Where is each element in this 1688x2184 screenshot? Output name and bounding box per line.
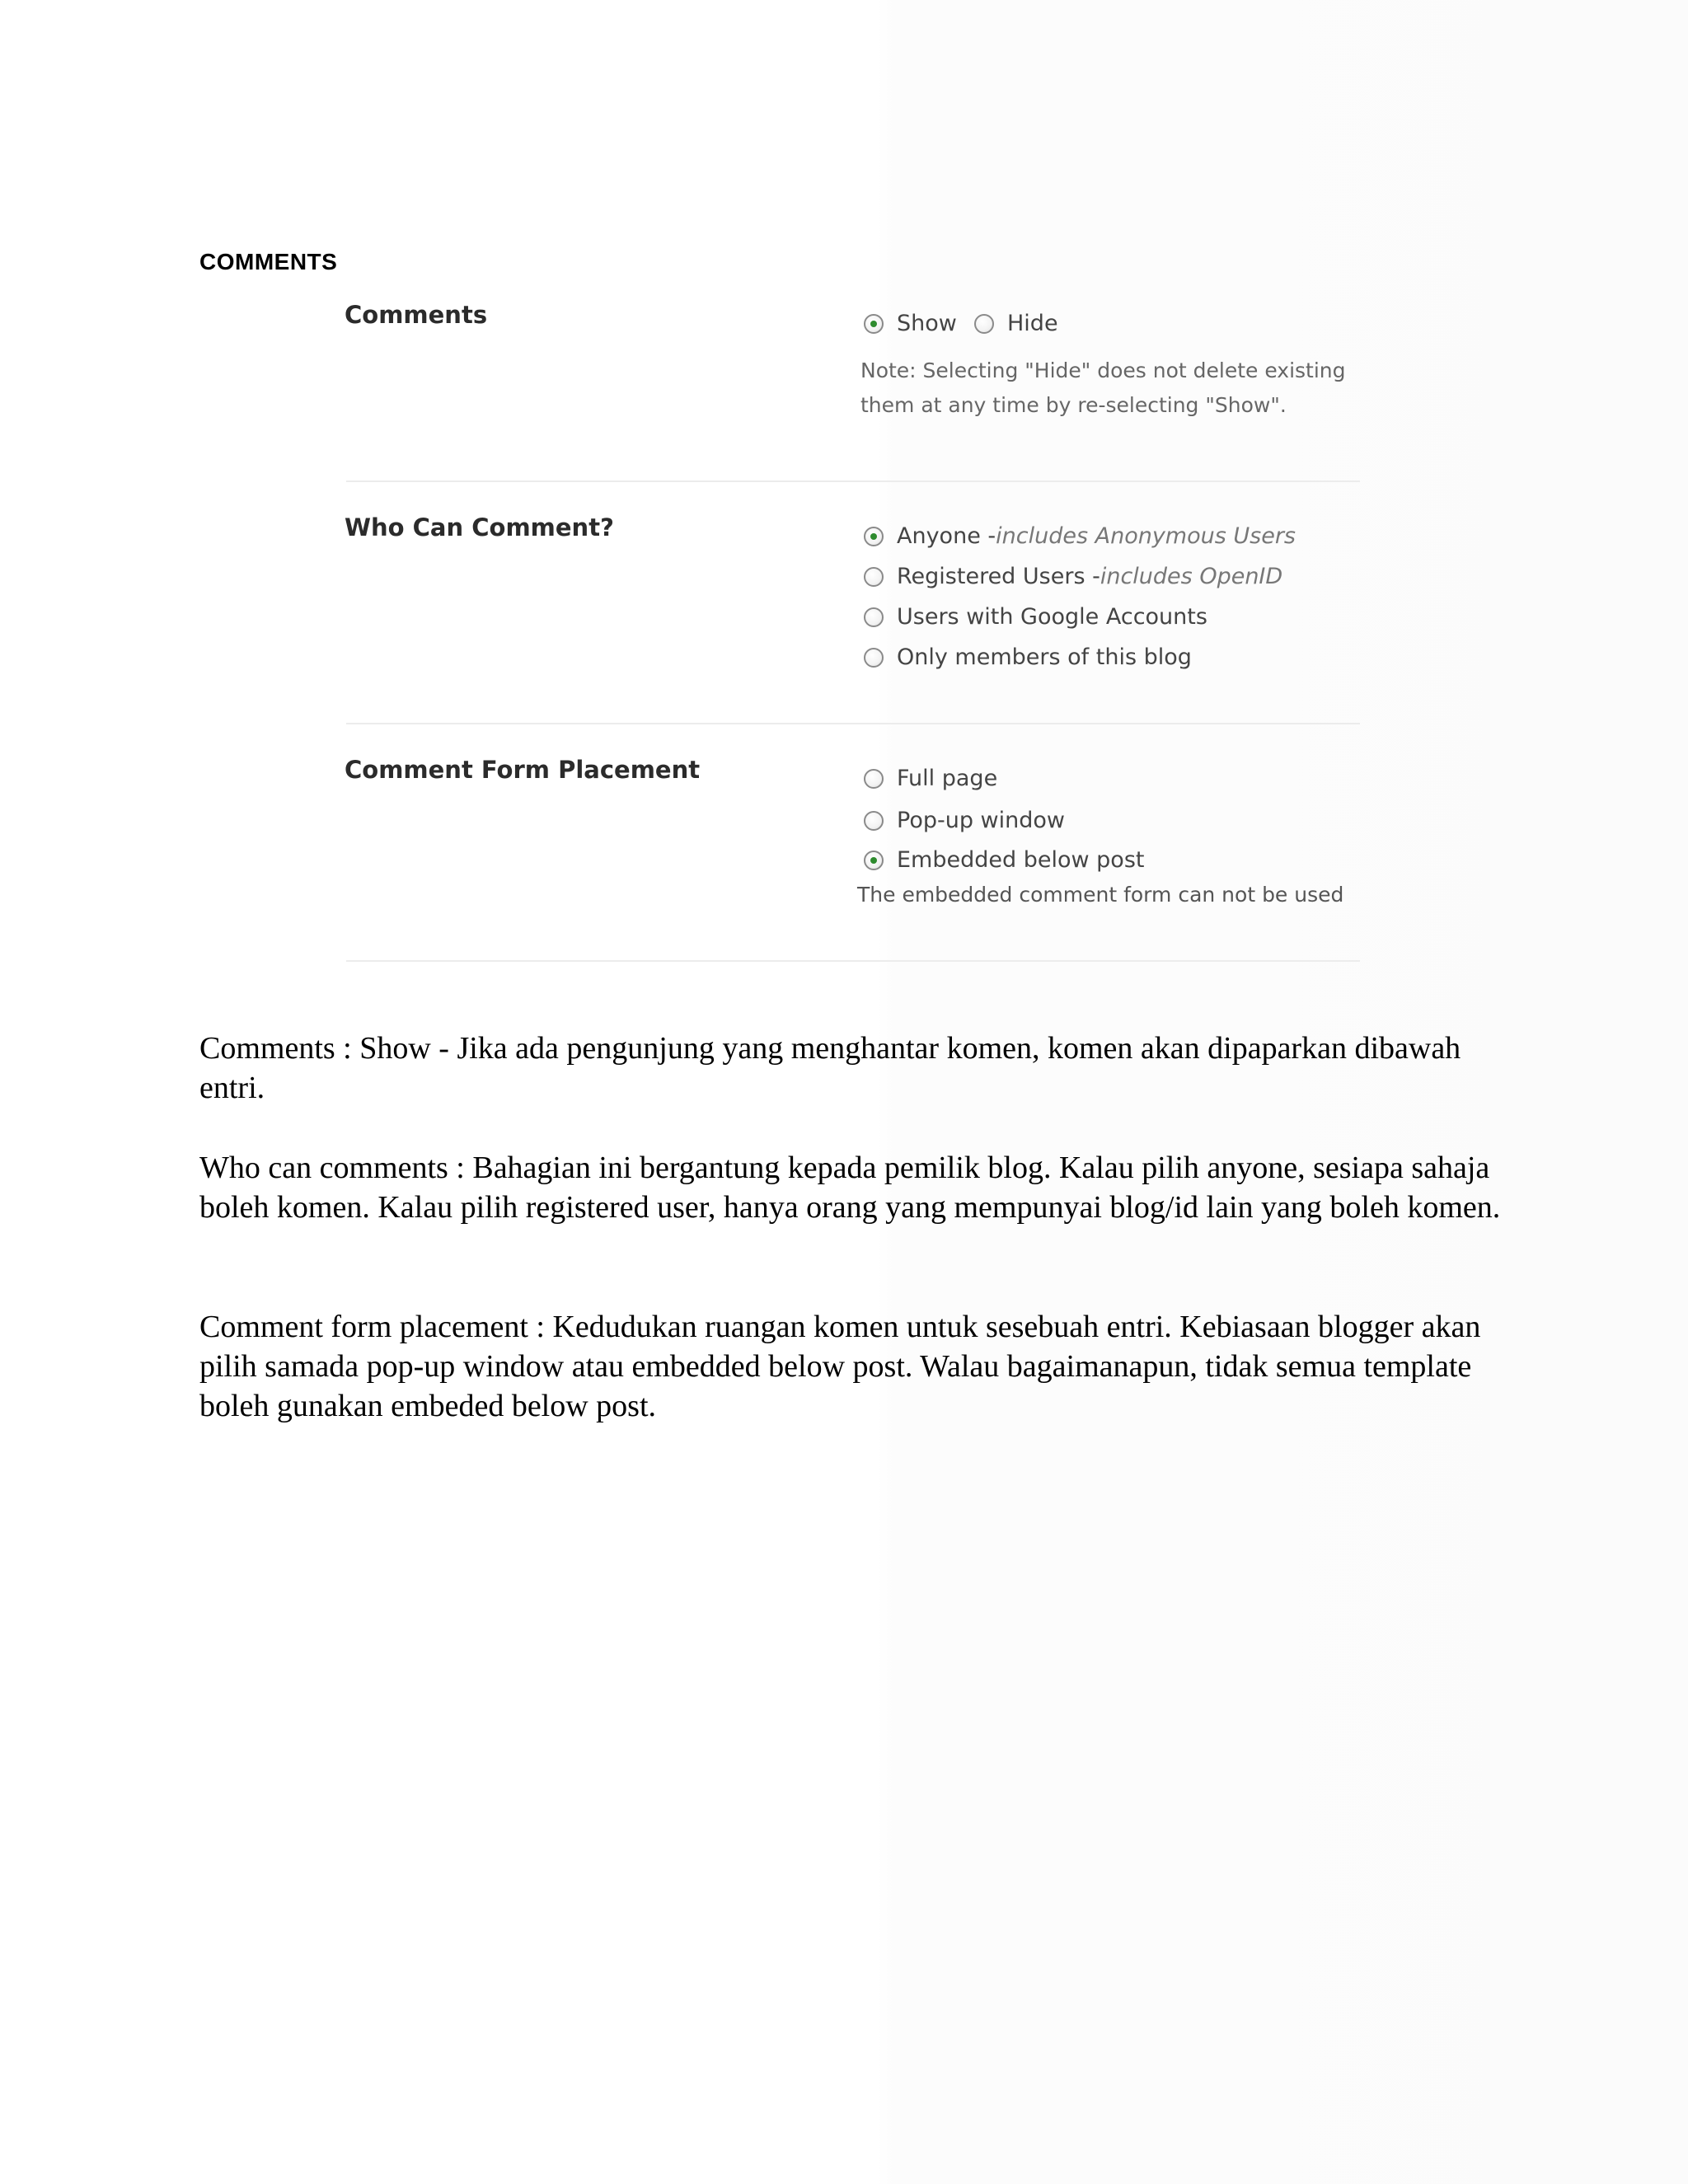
comment-settings-screenshot bbox=[330, 288, 1360, 972]
radio-option-show[interactable] bbox=[864, 311, 957, 336]
radio-checked-icon[interactable] bbox=[864, 527, 884, 546]
radio-unchecked-icon[interactable] bbox=[864, 811, 884, 831]
comments-note-line-1: Note: Selecting "Hide" does not delete existing bbox=[860, 359, 1346, 382]
radio-unchecked-icon[interactable] bbox=[864, 769, 884, 789]
paragraph-comments: Comments : Show - Jika ada pengunjung yang menghantar komen, komen akan dipaparkan dibawah entri. bbox=[199, 1031, 1461, 1105]
option-label: Embedded below post bbox=[897, 847, 1145, 873]
row-divider bbox=[346, 723, 1360, 724]
radio-unchecked-icon[interactable] bbox=[974, 314, 994, 334]
radio-checked-icon[interactable] bbox=[864, 851, 884, 870]
radio-option-anyone[interactable] bbox=[864, 523, 1296, 549]
radio-option-blog-members[interactable] bbox=[864, 644, 1192, 670]
option-label: Only members of this blog bbox=[897, 644, 1192, 670]
option-label: Users with Google Accounts bbox=[897, 604, 1207, 630]
row-divider bbox=[346, 960, 1360, 962]
radio-option-popup-window[interactable] bbox=[864, 808, 1065, 833]
option-label: Hide bbox=[1007, 311, 1058, 336]
placement-note: The embedded comment form can not be used bbox=[857, 883, 1344, 907]
radio-option-hide[interactable] bbox=[974, 311, 1058, 336]
row-divider bbox=[346, 480, 1360, 482]
radio-option-registered-users[interactable] bbox=[864, 564, 1282, 589]
radio-unchecked-icon[interactable] bbox=[864, 567, 884, 587]
radio-option-full-page[interactable] bbox=[864, 766, 997, 791]
option-label: Full page bbox=[897, 766, 998, 791]
radio-checked-icon[interactable] bbox=[864, 314, 884, 334]
setting-label-form-placement: Comment Form Placement bbox=[345, 756, 701, 784]
radio-option-embedded[interactable] bbox=[864, 847, 1144, 873]
option-label: Registered Users - bbox=[897, 564, 1100, 589]
option-detail: includes OpenID bbox=[1100, 564, 1283, 589]
option-detail: includes Anonymous Users bbox=[996, 523, 1296, 549]
setting-label-comments: Comments bbox=[345, 301, 488, 329]
paragraph-who-can-comment: Who can comments : Bahagian ini bergantung kepada pemilik blog. Kalau pilih anyone, sesiapa sahaja boleh komen. Kalau pilih registered user, hanya orang yang mempunyai blog/id lain yang boleh komen. bbox=[199, 1151, 1501, 1225]
option-label: Pop-up window bbox=[897, 808, 1065, 833]
paragraph-form-placement: Comment form placement : Kedudukan ruangan komen untuk sesebuah entri. Kebiasaan blogger akan pilih samada pop-up window atau embedded below post. Walau bagaimanapun, tidak semua template boleh gunakan embeded below post. bbox=[199, 1310, 1481, 1423]
option-label: Show bbox=[897, 311, 957, 336]
radio-unchecked-icon[interactable] bbox=[864, 607, 884, 627]
comments-note-line-2: them at any time by re-selecting "Show". bbox=[860, 393, 1287, 417]
option-label: Anyone - bbox=[897, 523, 996, 549]
radio-unchecked-icon[interactable] bbox=[864, 648, 884, 668]
setting-label-who-can-comment: Who Can Comment? bbox=[345, 513, 614, 541]
radio-option-google-accounts[interactable] bbox=[864, 604, 1207, 630]
section-heading: COMMENTS bbox=[199, 249, 338, 274]
